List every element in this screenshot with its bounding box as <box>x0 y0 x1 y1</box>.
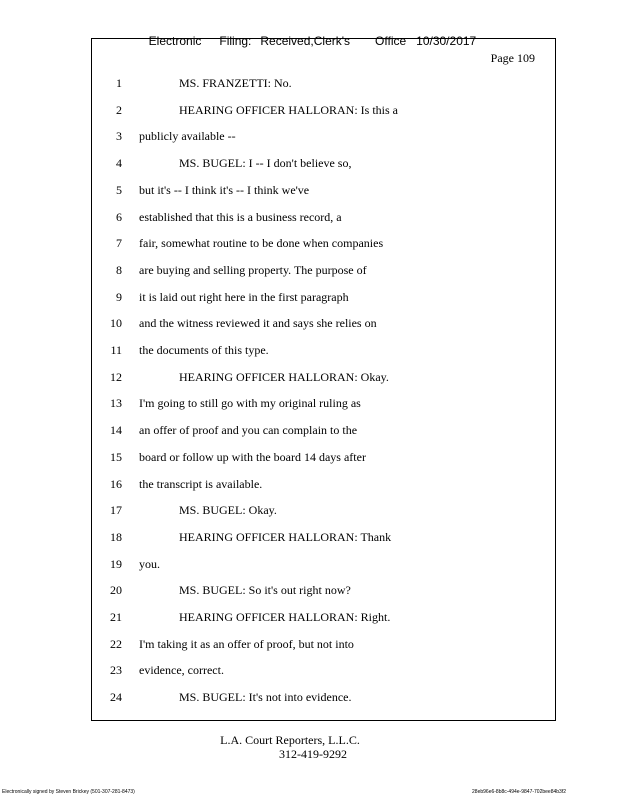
transcript-line <box>92 260 555 280</box>
line-number: 11 <box>110 343 122 357</box>
transcript-line <box>92 527 555 547</box>
header-word-electronic: Electronic <box>148 34 202 48</box>
line-number: 15 <box>110 449 122 464</box>
transcript-line <box>92 233 555 253</box>
line-text: HEARING OFFICER HALLORAN: Thank <box>179 529 392 544</box>
line-text: you. <box>139 556 160 571</box>
line-text: publicly available -- <box>139 129 236 144</box>
line-number: 14 <box>110 423 122 438</box>
transcript-line <box>92 580 555 600</box>
transcript-line <box>92 447 555 467</box>
line-text: MS. BUGEL: It's not into evidence. <box>179 690 352 705</box>
line-text: fair, somewhat routine to be done when companies <box>139 236 384 251</box>
transcript-line <box>92 607 555 627</box>
transcript-line <box>92 207 555 227</box>
footer <box>0 733 580 761</box>
line-number: 24 <box>110 690 122 705</box>
line-number: 1 <box>116 76 122 90</box>
line-number: 16 <box>110 476 122 491</box>
line-text: I'm going to still go with my original ruling as <box>139 396 361 411</box>
transcript-line <box>92 126 555 146</box>
line-text: MS. FRANZETTI: No. <box>179 76 292 90</box>
line-text: MS. BUGEL: I -- I don't believe so, <box>179 156 352 171</box>
line-text: the transcript is available. <box>139 476 263 491</box>
transcript-line <box>92 554 555 574</box>
line-text: HEARING OFFICER HALLORAN: Is this a <box>179 102 398 117</box>
transcript-page <box>91 38 556 721</box>
footer-company: L.A. Court Reporters, L.L.C. <box>220 733 360 747</box>
line-number: 21 <box>110 610 122 624</box>
line-number: 9 <box>116 289 122 304</box>
line-number: 7 <box>116 236 122 251</box>
line-text: MS. BUGEL: So it's out right now? <box>179 583 351 598</box>
transcript-line <box>92 393 555 413</box>
e-signature-text: Electronically signed by Steven Brickey (501-307-281-8473) <box>2 789 135 795</box>
line-number: 10 <box>110 316 122 331</box>
line-text: an offer of proof and you can complain to the <box>139 423 358 438</box>
transcript-line <box>92 180 555 200</box>
line-number: 22 <box>110 636 122 651</box>
footer-phone: 312-419-9292 <box>279 747 347 761</box>
line-text: MS. BUGEL: Okay. <box>179 503 277 518</box>
transcript-line <box>92 474 555 494</box>
transcript-line <box>92 153 555 173</box>
line-text: evidence, correct. <box>139 663 224 678</box>
transcript-line <box>92 420 555 440</box>
transcript-line <box>92 500 555 520</box>
line-text: HEARING OFFICER HALLORAN: Right. <box>179 610 391 624</box>
line-number: 13 <box>110 396 122 411</box>
page-number: Page 109 <box>490 51 535 65</box>
header-date: 10/30/2017 <box>416 34 477 48</box>
transcript-line <box>92 660 555 680</box>
line-text: I'm taking it as an offer of proof, but not into <box>139 636 354 651</box>
line-text: the documents of this type. <box>139 343 269 357</box>
line-number: 18 <box>110 529 122 544</box>
transcript-line <box>92 367 555 387</box>
line-text: HEARING OFFICER HALLORAN: Okay. <box>179 369 389 384</box>
line-number: 3 <box>116 129 122 144</box>
line-number: 5 <box>116 182 122 197</box>
line-number: 19 <box>110 556 122 571</box>
line-number: 6 <box>116 209 122 224</box>
transcript-line <box>92 313 555 333</box>
header-word-filing: Filing: <box>219 34 252 48</box>
line-number: 20 <box>110 583 122 598</box>
header-word-received: Received,Clerk's <box>260 34 351 48</box>
transcript-line <box>92 100 555 120</box>
transcript-line <box>92 287 555 307</box>
line-text: are buying and selling property. The purpose of <box>139 262 367 277</box>
transcript-line <box>92 73 555 93</box>
line-text: it is laid out right here in the first paragraph <box>139 289 349 304</box>
line-text: but it's -- I think it's -- I think we've <box>139 182 310 197</box>
line-number: 12 <box>110 369 122 384</box>
line-text: and the witness reviewed it and says she relies on <box>139 316 377 331</box>
line-text: established that this is a business record, a <box>139 209 342 224</box>
line-number: 4 <box>116 156 122 171</box>
transcript-line <box>92 687 555 707</box>
line-number: 2 <box>116 102 122 117</box>
line-text: board or follow up with the board 14 days after <box>139 449 366 464</box>
line-number: 8 <box>116 262 122 277</box>
header-word-office: Office <box>375 34 407 48</box>
line-number: 17 <box>110 503 122 518</box>
transcript-line <box>92 340 555 360</box>
document-hash: 28eb96e6-8b8c-494e-9847-702bee84b3f2 <box>472 789 566 795</box>
transcript-line <box>92 634 555 654</box>
line-number: 23 <box>110 663 122 678</box>
